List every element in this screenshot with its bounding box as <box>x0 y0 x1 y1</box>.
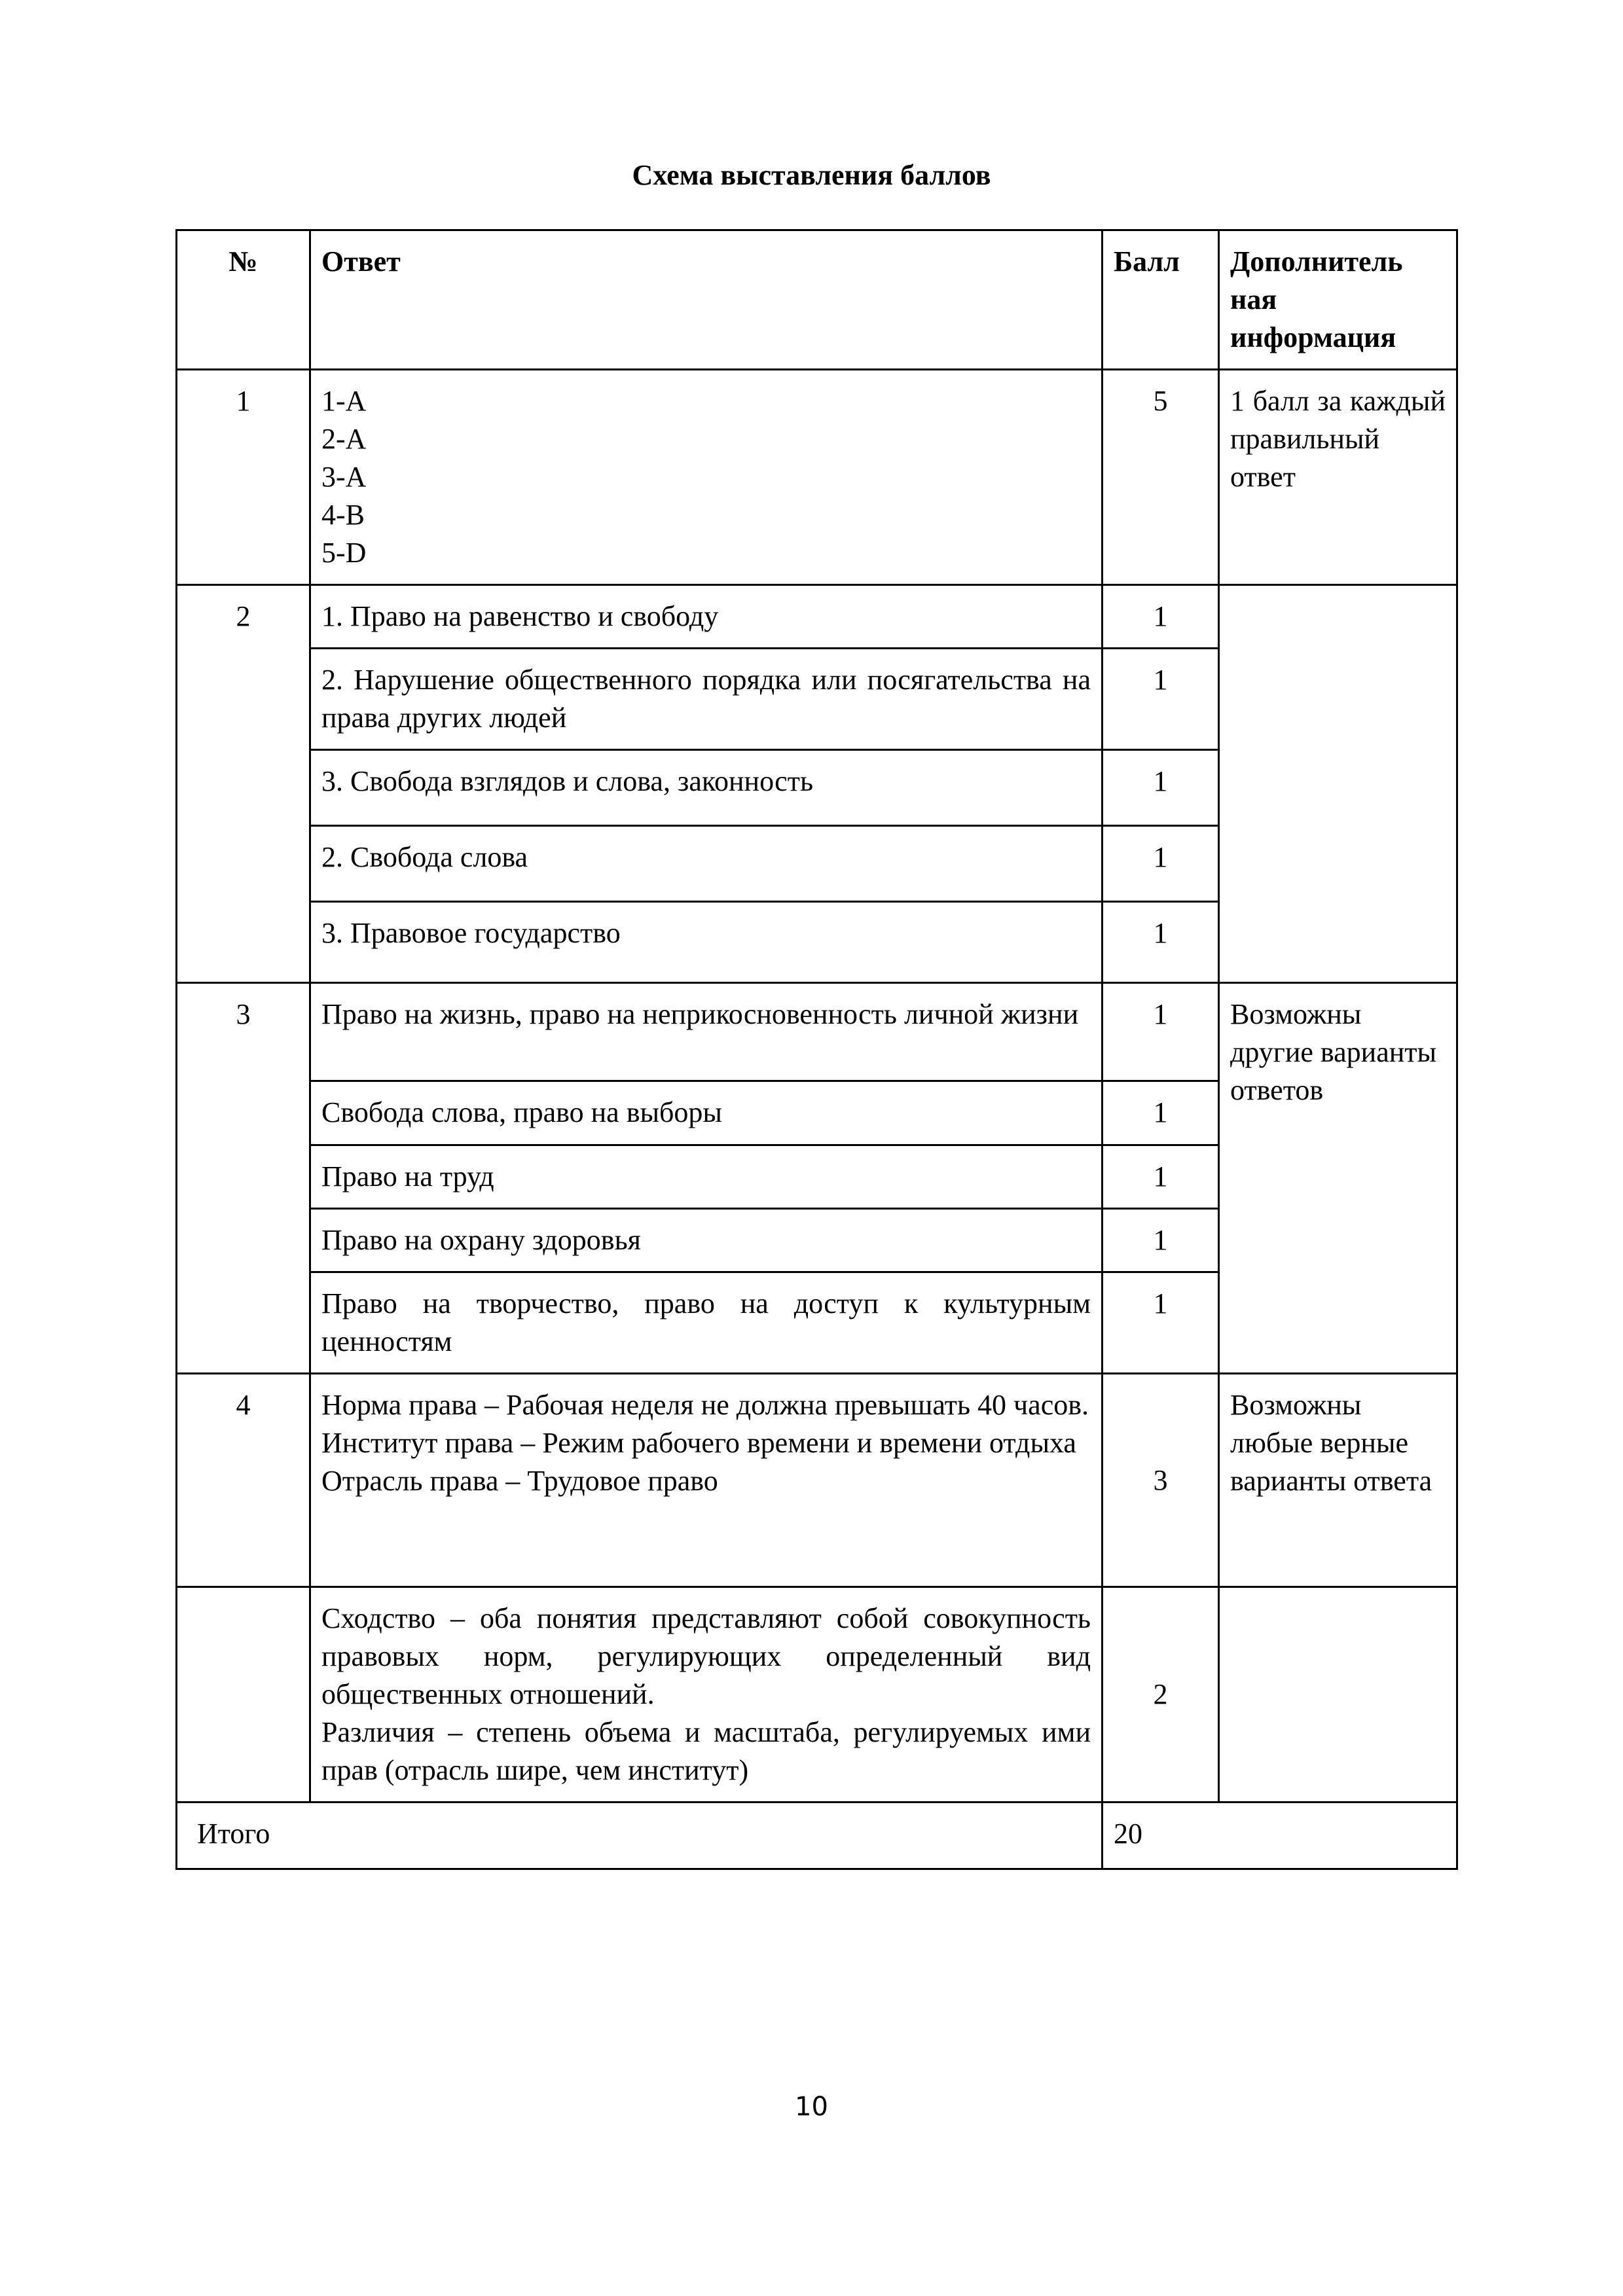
task-2-ball: 1 <box>1103 902 1219 983</box>
task-1-row <box>177 370 1457 585</box>
header-extra-line-1: Дополнитель <box>1230 245 1403 278</box>
task-2-answer: 2. Свобода слова <box>310 826 1103 902</box>
task-4-answer-institute: Институт права – Режим рабочего времени и времени отдыха <box>321 1427 1076 1459</box>
header-answer: Ответ <box>310 230 1103 370</box>
task-1-answer: 4-В <box>321 499 365 531</box>
task-3-ball: 1 <box>1103 983 1219 1081</box>
task-5-ball: 2 <box>1103 1587 1219 1803</box>
task-2-ball: 1 <box>1103 649 1219 750</box>
task-3-ball: 1 <box>1103 1272 1219 1374</box>
task-1-answers <box>310 370 1103 585</box>
task-2-ball: 1 <box>1103 585 1219 649</box>
task-5-answer-similarity: Сходство – оба понятия представляют собой совокупность правовых норм, регулирующих определенный вид общественных отношений. <box>321 1602 1091 1710</box>
task-2-row <box>177 585 1457 649</box>
task-4-ball: 3 <box>1103 1374 1219 1587</box>
task-2-answer: 3. Правовое государство <box>310 902 1103 983</box>
header-num: № <box>177 230 310 370</box>
total-value: 20 <box>1103 1803 1457 1869</box>
task-4-answers <box>310 1374 1103 1587</box>
task-2-num: 2 <box>177 585 310 983</box>
task-3-ball: 1 <box>1103 1145 1219 1209</box>
task-3-row <box>177 983 1457 1081</box>
task-2-answer: 3. Свобода взглядов и слова, законность <box>310 750 1103 826</box>
task-3-num: 3 <box>177 983 310 1374</box>
task-4-row <box>177 1374 1457 1587</box>
task-5-row <box>177 1587 1457 1803</box>
task-5-answer-difference: Различия – степень объема и масштаба, регулируемых ими прав (отрасль шире, чем институт) <box>321 1716 1091 1786</box>
task-3-answer: Право на труд <box>310 1145 1103 1209</box>
task-3-answer: Право на творчество, право на доступ к культурным ценностям <box>310 1272 1103 1374</box>
table-header-row <box>177 230 1457 370</box>
task-2-ball: 1 <box>1103 826 1219 902</box>
task-1-extra: 1 балл за каждый правильный ответ <box>1219 370 1457 585</box>
task-2-ball: 1 <box>1103 750 1219 826</box>
task-1-answer: 5-D <box>321 537 367 569</box>
task-1-num: 1 <box>177 370 310 585</box>
header-extra <box>1219 230 1457 370</box>
task-4-answer-norm: Норма права – Рабочая неделя не должна превышать 40 часов. <box>321 1389 1089 1421</box>
task-3-ball: 1 <box>1103 1081 1219 1145</box>
total-row <box>177 1803 1457 1869</box>
task-4-extra: Возможны любые верные варианты ответа <box>1219 1374 1457 1587</box>
task-1-answer: 2-А <box>321 423 367 455</box>
task-5-extra <box>1219 1587 1457 1803</box>
task-3-extra: Возможны другие варианты ответов <box>1219 983 1457 1374</box>
scoring-table <box>175 229 1458 1870</box>
task-1-ball: 5 <box>1103 370 1219 585</box>
task-1-answer: 3-А <box>321 461 367 493</box>
task-3-answer: Право на охрану здоровья <box>310 1209 1103 1272</box>
task-5-answers <box>310 1587 1103 1803</box>
task-3-answer: Свобода слова, право на выборы <box>310 1081 1103 1145</box>
task-2-extra <box>1219 585 1457 983</box>
header-extra-line-3: информация <box>1230 321 1396 353</box>
task-2-answer: 2. Нарушение общественного порядка или посягательства на права других людей <box>310 649 1103 750</box>
task-3-answer: Право на жизнь, право на неприкосновенность личной жизни <box>310 983 1103 1081</box>
page-number: 10 <box>795 2092 828 2122</box>
page-title: Схема выставления баллов <box>632 159 991 191</box>
task-5-num <box>177 1587 310 1803</box>
task-3-ball: 1 <box>1103 1209 1219 1272</box>
header-ball: Балл <box>1103 230 1219 370</box>
task-4-answer-branch: Отрасль права – Трудовое право <box>321 1465 718 1497</box>
task-2-answer: 1. Право на равенство и свободу <box>310 585 1103 649</box>
total-label: Итого <box>177 1803 1103 1869</box>
header-extra-line-2: ная <box>1230 283 1277 315</box>
task-1-answer: 1-А <box>321 385 367 417</box>
task-4-num: 4 <box>177 1374 310 1587</box>
